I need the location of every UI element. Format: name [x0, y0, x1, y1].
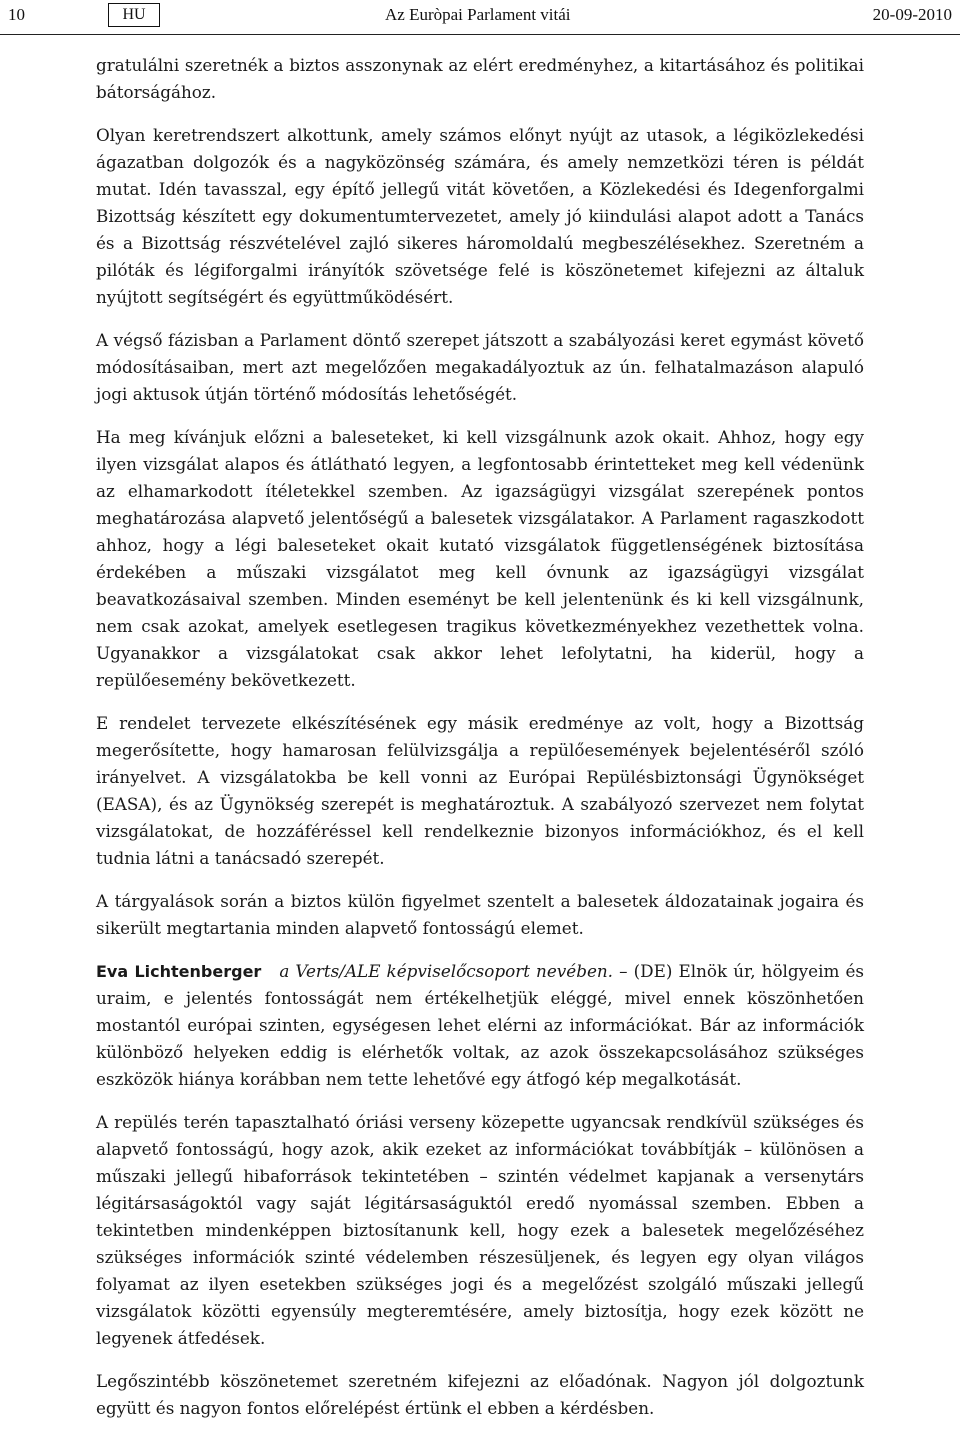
paragraph: A végső fázisban a Parlament döntő szerepet játszott a szabályozási keret egymást követő módosításaiban, mert azt megelőzően megakadályoztuk az ún. felhatalmazáson alapuló jogi aktusok útján történő módosítás lehetőségét.	[96, 330, 864, 404]
document-title: Az Euròpai Parlament vitái	[385, 5, 571, 24]
document-body	[96, 52, 864, 1438]
page-header	[0, 0, 960, 35]
document-date: 20-09-2010	[872, 5, 952, 24]
paragraph: A repülés terén tapasztalható óriási verseny közepette ugyancsak rendkívül szükséges és alapvető fontosságú, hogy azok, akik ezeket az információkat továbbítják – különösen a műszaki jellegű hibaforrások tekintetében – szintén védelmet kapjanak a versenytárs légitársaságoktól vagy saját légitársaságuktól eredő nyomással szemben. Ebben a tekintetben mindenképpen biztosítanunk kell, hogy ezek a balesetek megelőzéséhez szükséges információk szinté védelemben részesüljenek, és legyen egy olyan világos folyamat az ilyen esetekben szükséges jogi és a megelőzést szolgáló műszaki jellegű vizsgálatok közötti egyensúly megteremtésére, amely biztosítja, hogy ezek között ne legyenek átfedések.	[96, 1112, 864, 1348]
paragraph: E rendelet tervezete elkészítésének egy másik eredménye az volt, hogy a Bizottság megerősítette, hogy hamarosan felülvizsgálja a repülőesemények bejelentéséről szóló irányelvet. A vizsgálatokba be kell vonni az Európai Repülésbiztonsági Ügynökséget (EASA), és az Ügynökség szerepét is meghatároztuk. A szabályozó szervezet nem folytat vizsgálatokat, de hozzáféréssel kell rendelkeznie bizonyos információkhoz, és el kell tudnia látni a tanácsadó szerepét.	[96, 713, 864, 868]
paragraph: Legőszintébb köszönetemet szeretném kifejezni az előadónak. Nagyon jól dolgoztunk együtt és nagyon fontos előrelépést értünk el ebben a kérdésben.	[96, 1371, 864, 1418]
paragraph: Olyan keretrendszert alkottunk, amely számos előnyt nyújt az utasok, a légiközlekedési ágazatban dolgozók és a nagyközönség számára, és amely nemzetközi téren is példát mutat. Idén tavasszal, egy építő jellegű vitát követően, a Közlekedési és Idegenforgalmi Bizottság készített egy dokumentumtervezetet, amely jó kiindulási alapot adott a Tanács és a Bizottság részvételével zajló sikeres háromoldalú megbeszélésekhez. Szeretném a pilóták és légiforgalmi irányítók szövetsége felé is köszönetemet kifejezni az általuk nyújtott segítségért és együttműködésért.	[96, 125, 864, 307]
language-code-box: HU	[108, 3, 160, 27]
speaker-role: a Verts/ALE képviselőcsoport nevében.	[279, 961, 614, 981]
paragraph: A tárgyalások során a biztos külön figyelmet szentelt a balesetek áldozatainak jogaira és sikerült megtartania minden alapvető fontosságú elemet.	[96, 891, 864, 938]
paragraph: Ha meg kívánjuk előzni a baleseteket, ki kell vizsgálnunk azok okait. Ahhoz, hogy egy ilyen vizsgálat alapos és átlátható legyen, a legfontosabb érintetteket meg kell védenünk az elhamarkodott ítéletekkel szemben. Az igazságügyi vizsgálat szerepének pontos meghatározása alapvető jelentőségű a balesetek vizsgálatakor. A Parlament ragaszkodott ahhoz, hogy a légi baleseteket okait kutató vizsgálatok függetlenségének biztosítása érdekében a műszaki vizsgálatot meg kell óvnunk az igazságügyi vizsgálat beavatkozásaival szemben. Minden eseményt be kell jelentenünk és ki kell vizsgálnunk, nem csak azokat, amelyek esetlegesen tragikus következményekhez vezethettek volna. Ugyanakkor a vizsgálatokat csak akkor lehet lefolytatni, ha kiderül, hogy a repülőesemény bekövetkezett.	[96, 427, 864, 690]
speaker-name: Eva Lichtenberger	[96, 962, 262, 981]
speech-paragraph	[96, 958, 864, 1093]
speech-text: – (DE) Elnök úr, hölgyeim és uraim, e jelentés fontosságát nem értékelhetjük eléggé, mivel ennek köszönhetően mostantól európai szinten, egységesen lehet elérni az információkat. Bár az információk különböző helyeken eddig is elérhetők voltak, az azok összekapcsolásához szükséges eszközök hiánya korábban nem tette lehetővé egy átfogó kép megalkotását.	[96, 961, 864, 1089]
paragraph: gratulálni szeretnék a biztos asszonynak az elért eredményhez, a kitartásához és politikai bátorságához.	[96, 55, 864, 102]
page-number: 10	[8, 5, 25, 24]
